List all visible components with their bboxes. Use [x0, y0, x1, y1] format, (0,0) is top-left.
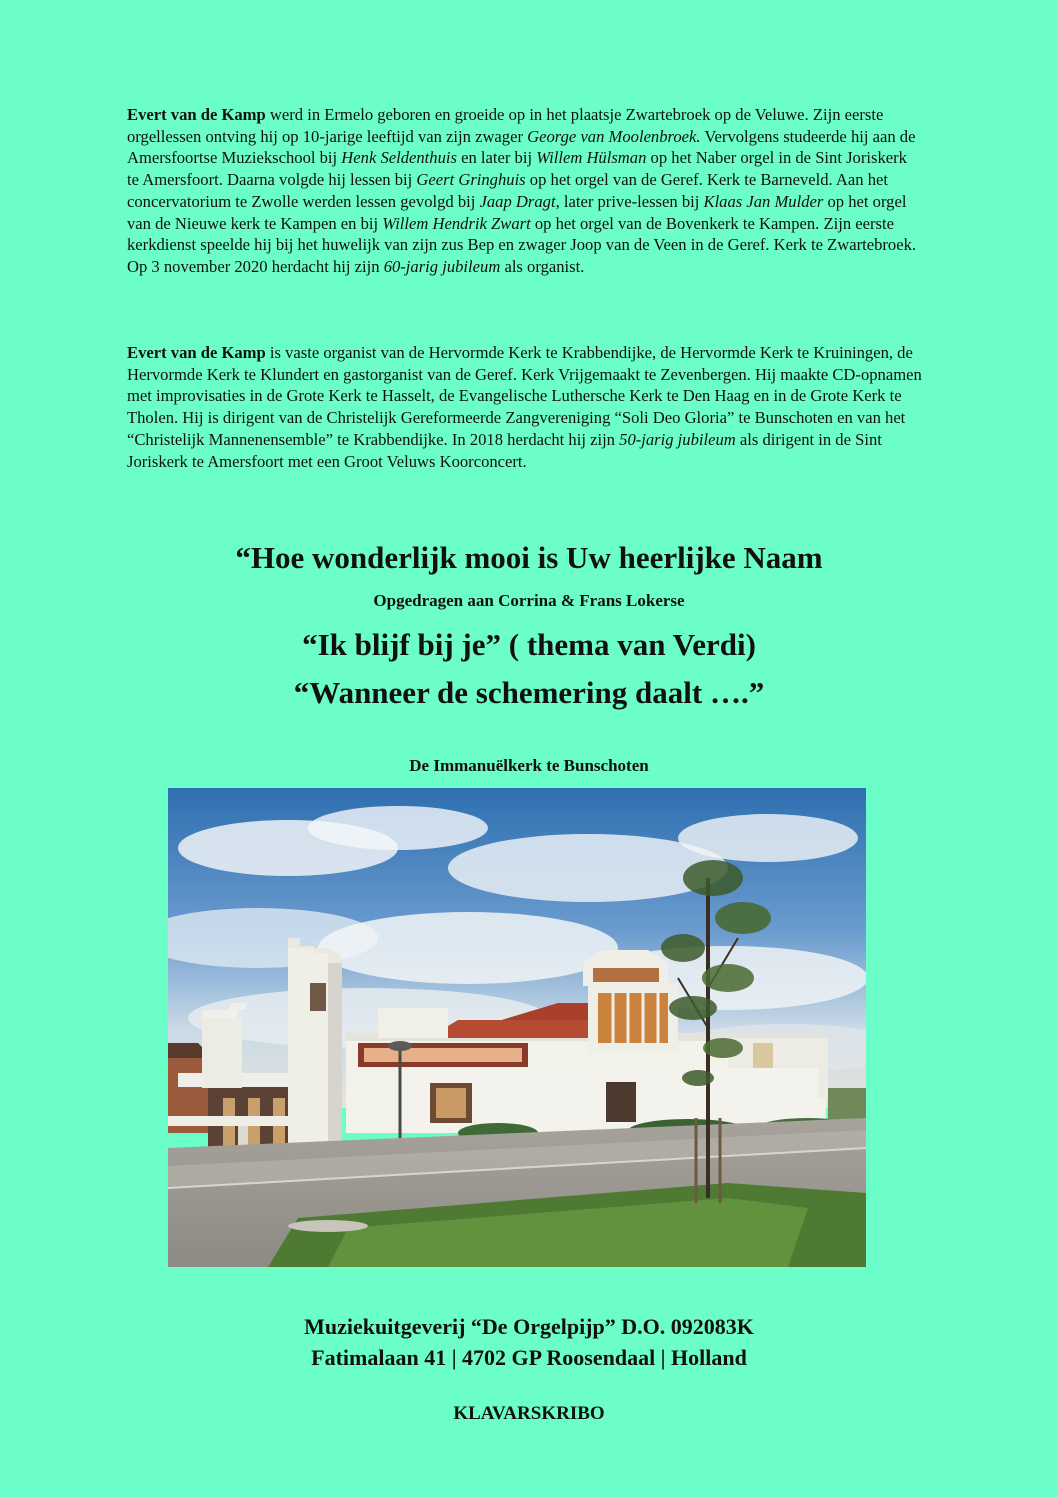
title-wanneer-de-schemering: “Wanneer de schemering daalt ….”: [293, 675, 765, 710]
photo-caption: De Immanuëlkerk te Bunschoten: [409, 756, 649, 775]
bio-name: Evert van de Kamp: [127, 105, 266, 124]
bio-paragraph-1: Evert van de Kamp werd in Ermelo geboren en groeide op in het plaatsje Zwartebroek op de Veluwe. Zijn eerste orgellessen ontving hij op 10-jarige leeftijd van zijn zwager George van Moolenbroek. Vervolgens studeerde hij aan de Amersfoortse Muziekschool bij Henk Seldenthuis en later bij Willem Hülsman op het Naber orgel in de Sint Joriskerk te Amersfoort. Daarna volgde hij lessen bij Geert Gringhuis op het orgel van de Geref. Kerk te Barneveld. Aan het concervatorium te Zwolle werden lessen gevolgd bij Jaap Dragt, later prive-lessen bij Klaas Jan Mulder op het orgel van de Nieuwe kerk te Kampen en bij Willem Hendrik Zwart op het orgel van de Bovenkerk te Kampen. Zijn eerste kerkdienst speelde hij bij het huwelijk van zijn zus Bep en zwager Joop van de Veen in de Geref. Kerk te Zwartebroek. Op 3 november 2020 herdacht hij zijn 60-jarig jubileum als organist.: [127, 105, 917, 276]
title-ik-blijf-bij-je: “Ik blijf bij je” ( thema van Verdi): [302, 627, 756, 662]
publisher-name: Muziekuitgeverij “De Orgelpijp” D.O. 092083K: [304, 1314, 754, 1339]
bio-name: Evert van de Kamp: [127, 343, 266, 362]
brand-klavarskribo: KLAVARSKRIBO: [453, 1403, 605, 1424]
church-photo: [168, 788, 866, 1267]
publisher-address: Fatimalaan 41 | 4702 GP Roosendaal | Holland: [311, 1345, 747, 1370]
dedication: Opgedragen aan Corrina & Frans Lokerse: [373, 591, 685, 610]
title-hoe-wonderlijk: “Hoe wonderlijk mooi is Uw heerlijke Naam: [235, 540, 823, 575]
bio-paragraph-2: Evert van de Kamp is vaste organist van de Hervormde Kerk te Krabbendijke, de Hervormde Kerk te Kruiningen, de Hervormde Kerk te Klundert en gastorganist van de Geref. Kerk Vrijgemaakt te Zevenbergen. Hij maakte CD-opnamen met improvisaties in de Grote Kerk te Hasselt, de Evangelische Luthersche Kerk te Den Haag en in de Grote Kerk te Tholen. Hij is dirigent van de Christelijk Gereformeerde Zangvereniging “Soli Deo Gloria” te Bunschoten en van het “Christelijk Mannenensemble” te Krabbendijke. In 2018 herdacht hij zijn 50-jarig jubileum als dirigent in de Sint Joriskerk te Amersfoort met een Groot Veluws Koorconcert.: [127, 343, 922, 471]
